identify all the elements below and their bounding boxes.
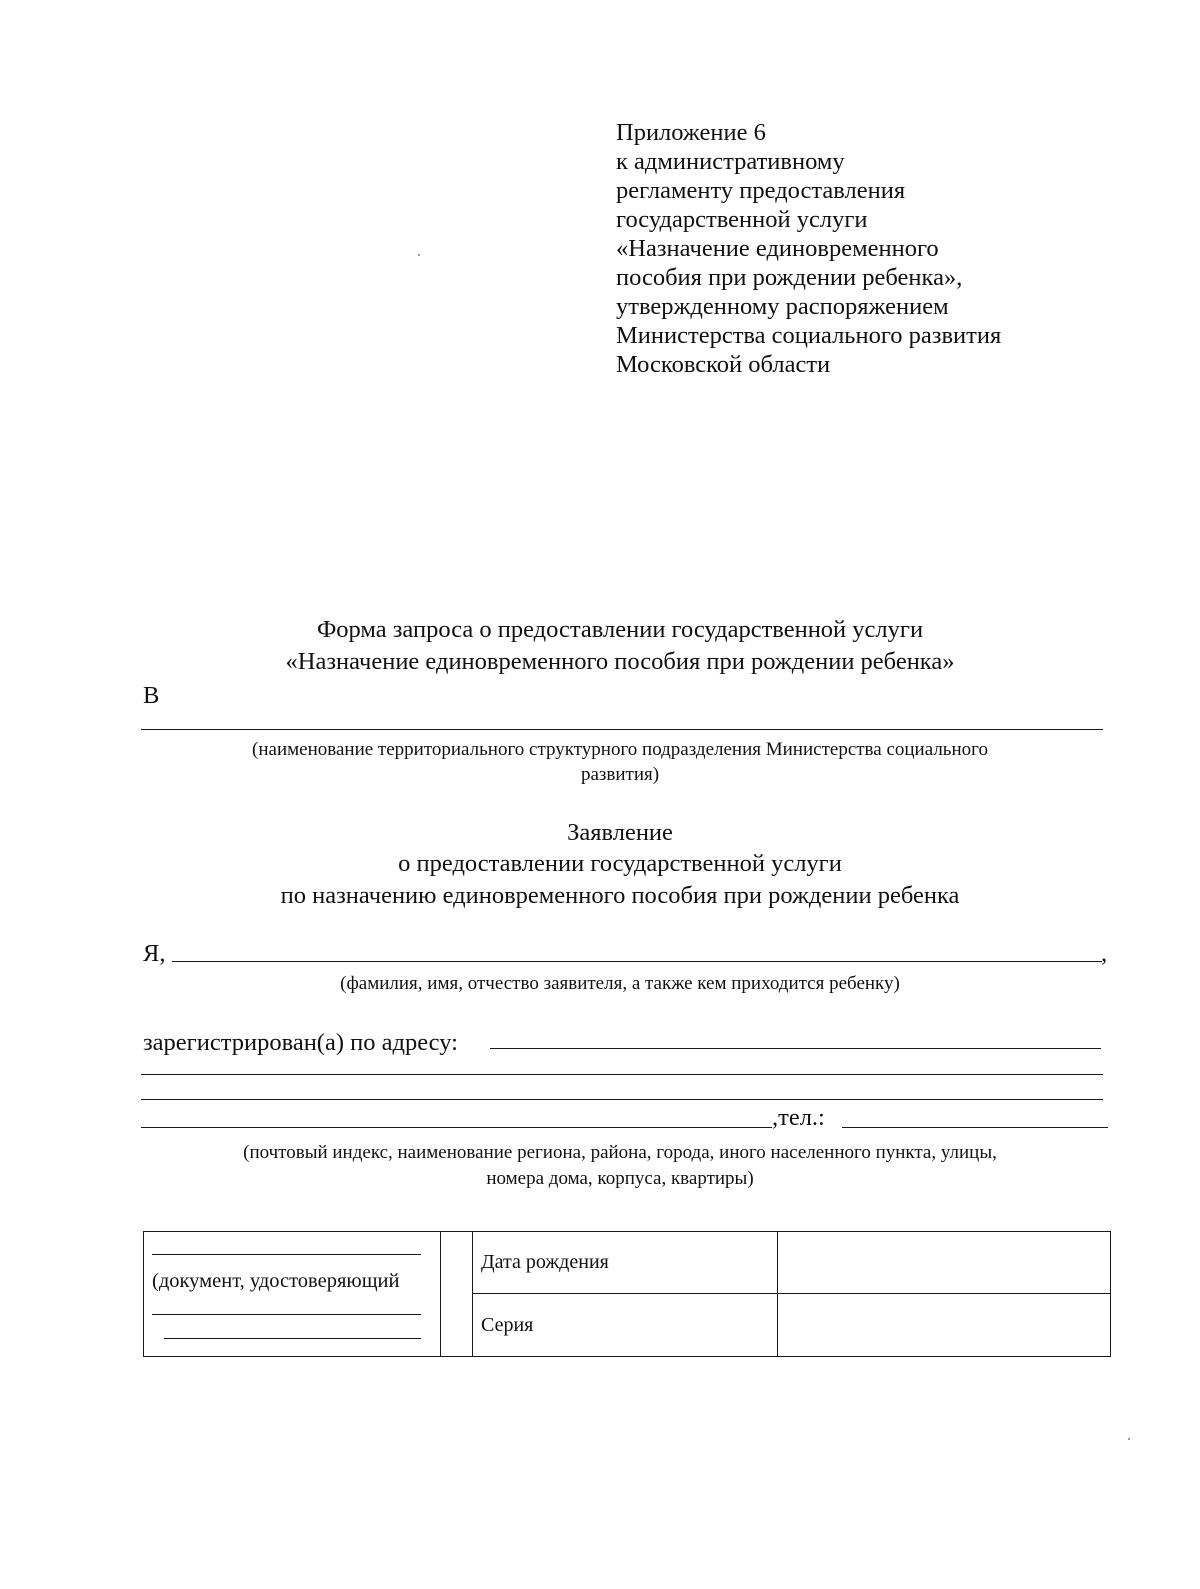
statement-title: Заявление <box>567 819 673 846</box>
phone-field-line[interactable] <box>842 1127 1108 1128</box>
applicant-prefix: Я, <box>143 940 166 967</box>
address-caption-line-2: номера дома, корпуса, квартиры) <box>486 1168 754 1189</box>
addressee-field-line[interactable] <box>141 729 1103 730</box>
doc-caption: (документ, удостоверяющий <box>152 1270 400 1292</box>
phone-label: ,тел.: <box>772 1104 825 1131</box>
address-caption-line-1: (почтовый индекс, наименование региона, района, города, иного населенного пункта, улицы, <box>243 1142 997 1163</box>
doc-field-line-2[interactable] <box>152 1314 421 1315</box>
applicant-caption: (фамилия, имя, отчество заявителя, а также кем приходится ребенку) <box>340 973 900 994</box>
addressee-caption-line-1: (наименование территориального структурного подразделения Министерства социального <box>252 739 988 760</box>
scan-speck <box>1128 1438 1130 1440</box>
appendix-line: пособия при рождении ребенка», <box>616 264 963 291</box>
form-title-line-1: Форма запроса о предоставлении государственной услуги <box>316 616 924 643</box>
address-field-line-2[interactable] <box>141 1074 1103 1075</box>
statement-line-3: по назначению единовременного пособия при рождении ребенка <box>280 882 960 909</box>
appendix-line: к административному <box>616 148 845 175</box>
document-table <box>143 1231 1111 1357</box>
series-label: Серия <box>481 1313 534 1336</box>
address-label: зарегистрирован(а) по адресу: <box>143 1029 458 1056</box>
address-field-line-3[interactable] <box>141 1099 1103 1100</box>
address-field-line-4[interactable] <box>141 1127 772 1128</box>
applicant-field-line[interactable] <box>172 961 1102 962</box>
birth-date-label-cell <box>473 1232 778 1294</box>
series-value-cell[interactable] <box>778 1294 1111 1357</box>
addressee-caption-line-2: развития) <box>580 764 660 785</box>
birth-date-label: Дата рождения <box>481 1251 609 1273</box>
appendix-line: регламенту предоставления <box>616 177 906 204</box>
appendix-line: государственной услуги <box>616 206 868 233</box>
appendix-line: Московской области <box>616 351 831 378</box>
address-field-line-1[interactable] <box>490 1048 1101 1049</box>
appendix-line: Приложение 6 <box>616 119 766 146</box>
appendix-line: «Назначение единовременного <box>616 235 939 262</box>
spacer-cell <box>441 1232 473 1357</box>
statement-line-2: о предоставлении государственной услуги <box>398 850 842 877</box>
doc-field-line-1[interactable] <box>152 1254 421 1255</box>
scan-speck <box>418 254 420 256</box>
appendix-header <box>616 118 1001 379</box>
form-title-line-2: «Назначение единовременного пособия при рождении ребенка» <box>285 648 955 675</box>
series-label-cell <box>473 1294 778 1357</box>
appendix-line: Министерства социального развития <box>616 322 1002 349</box>
identity-document-cell <box>144 1232 441 1357</box>
addressee-prefix: В <box>143 682 160 709</box>
applicant-suffix: , <box>1101 940 1108 967</box>
appendix-line: утвержденному распоряжением <box>616 293 949 320</box>
doc-field-line-3[interactable] <box>164 1338 421 1339</box>
birth-date-value-cell[interactable] <box>778 1232 1111 1294</box>
